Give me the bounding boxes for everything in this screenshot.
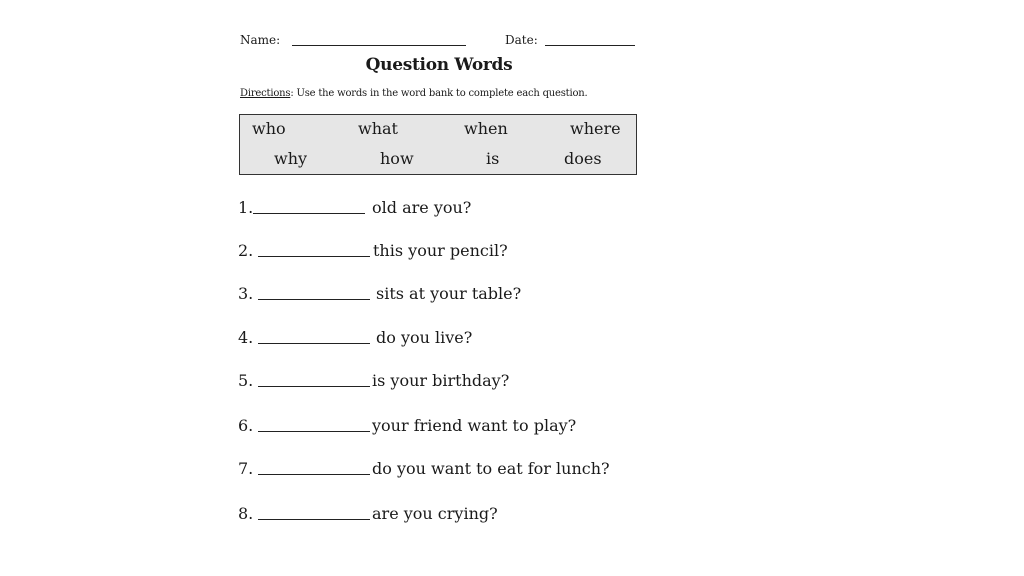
answer-blank[interactable] (258, 431, 370, 432)
directions (240, 88, 588, 99)
word-bank-item: what (358, 119, 398, 138)
question-text: are you crying? (372, 504, 498, 523)
question-number: 1. (238, 198, 254, 217)
question-text: do you live? (376, 328, 473, 347)
directions-text: : Use the words in the word bank to complete each question. (290, 88, 588, 99)
question-number: 6. (238, 416, 254, 435)
question-number: 4. (238, 328, 254, 347)
answer-blank[interactable] (253, 213, 365, 214)
question-number: 2. (238, 241, 254, 260)
question-number: 3. (238, 284, 254, 303)
word-bank-item: why (274, 149, 308, 168)
answer-blank[interactable] (258, 474, 370, 475)
question-number: 7. (238, 459, 254, 478)
question-number: 8. (238, 504, 254, 523)
directions-label: Directions (240, 88, 291, 99)
name-label: Name: (240, 33, 281, 47)
worksheet-title: Question Words (365, 55, 513, 75)
word-bank-item: is (486, 149, 500, 168)
date-label: Date: (505, 33, 538, 47)
question-number: 5. (238, 371, 254, 390)
question-text: old are you? (372, 198, 472, 217)
question-text: do you want to eat for lunch? (372, 459, 610, 478)
answer-blank[interactable] (258, 519, 370, 520)
word-bank-item: how (380, 149, 414, 168)
word-bank-item: who (252, 119, 286, 138)
word-bank-item: where (570, 119, 621, 138)
name-field-line (292, 45, 466, 46)
word-bank (239, 114, 637, 175)
date-field-line (545, 45, 635, 46)
word-bank-item: when (464, 119, 508, 138)
answer-blank[interactable] (258, 256, 370, 257)
question-text: is your birthday? (372, 371, 510, 390)
answer-blank[interactable] (258, 299, 370, 300)
question-text: your friend want to play? (372, 416, 577, 435)
question-text: this your pencil? (373, 241, 508, 260)
answer-blank[interactable] (258, 386, 370, 387)
word-bank-item: does (564, 149, 602, 168)
answer-blank[interactable] (258, 343, 370, 344)
question-text: sits at your table? (376, 284, 522, 303)
